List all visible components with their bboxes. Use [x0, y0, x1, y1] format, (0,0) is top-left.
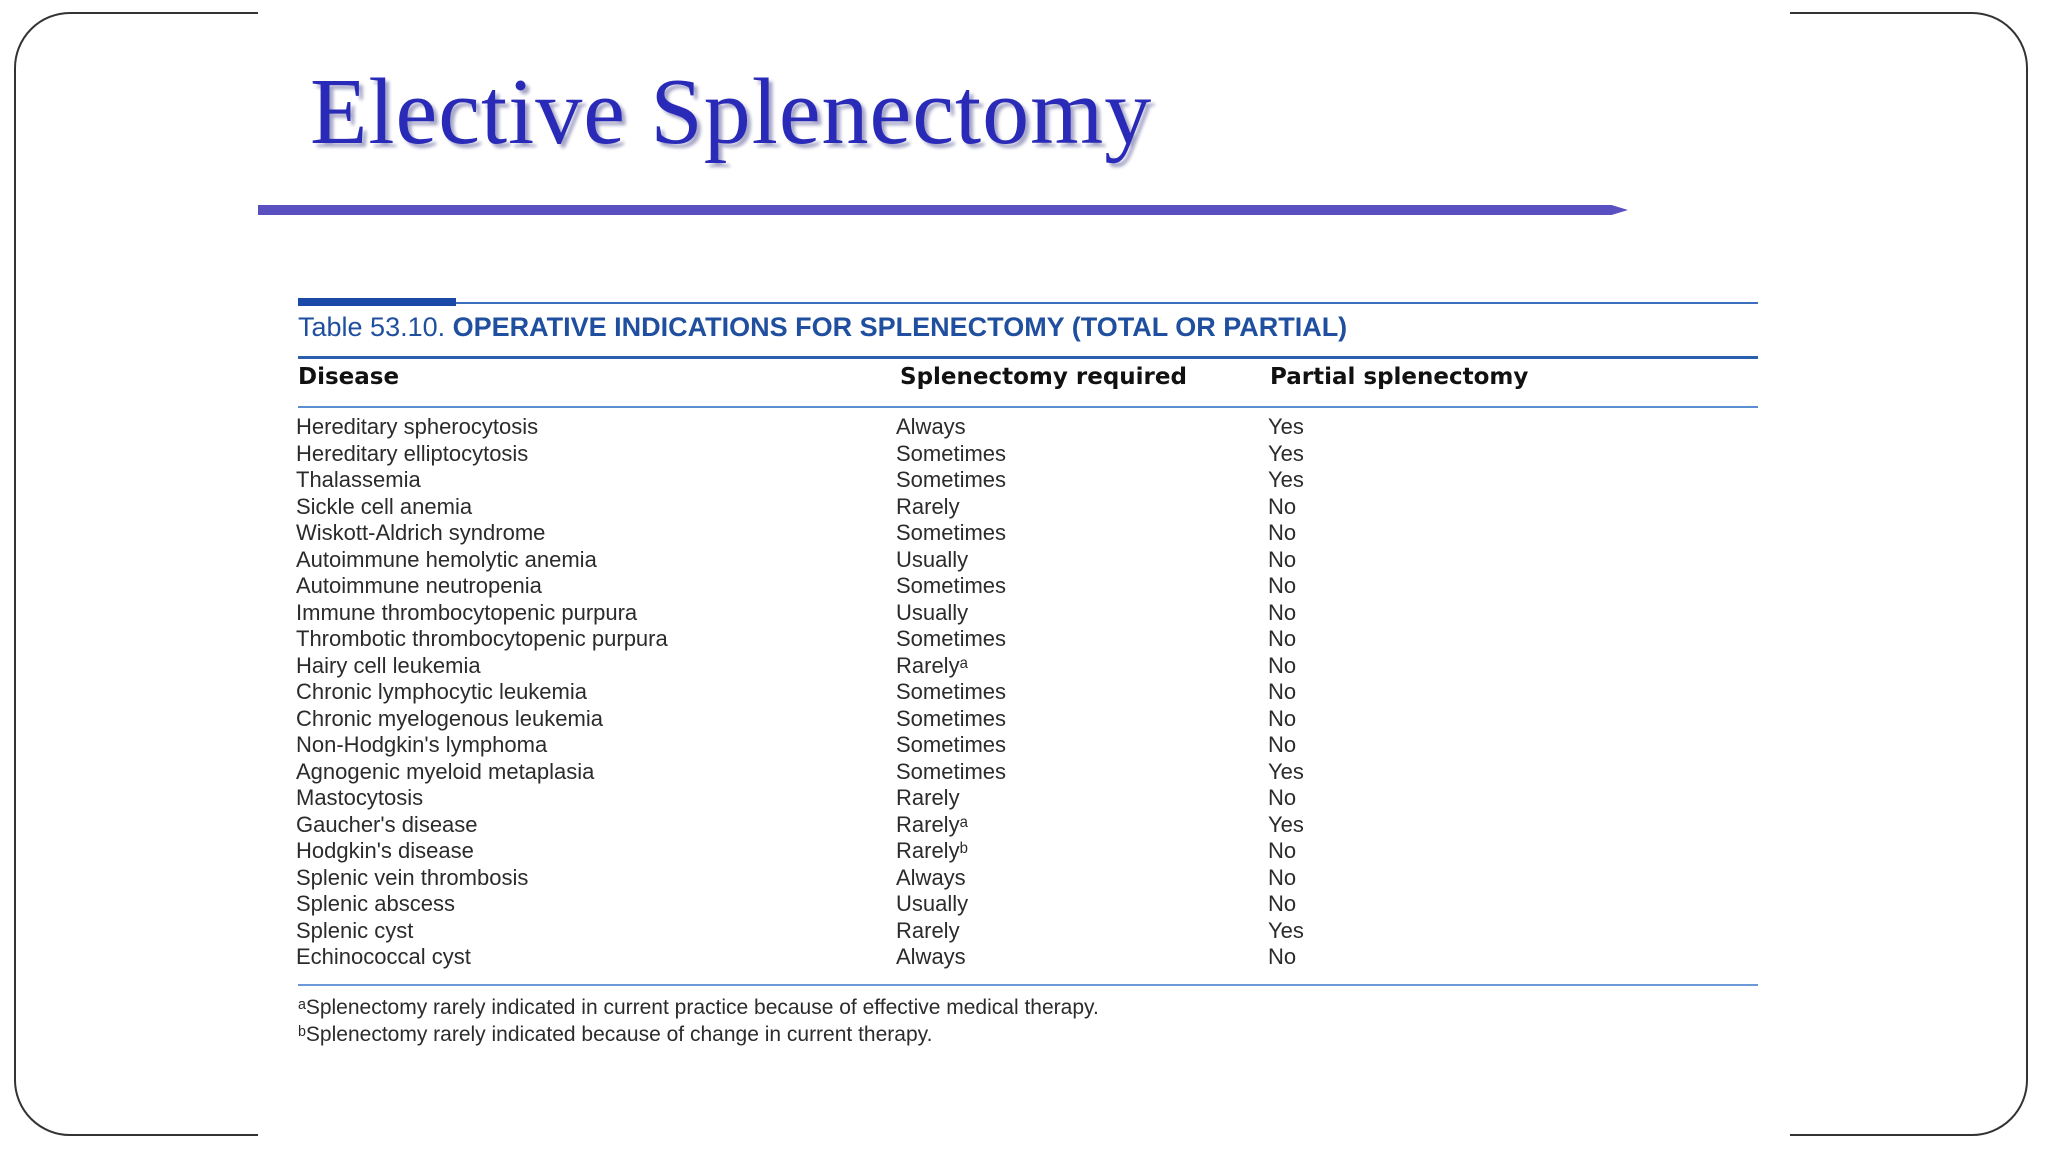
footnotes	[298, 994, 1099, 1048]
cell-partial-splenectomy: No	[1268, 891, 1297, 916]
table-panel	[292, 296, 1758, 1058]
table-row	[292, 891, 1758, 918]
cell-splenectomy-required: Always	[896, 414, 966, 439]
cell-splenectomy-required: Always	[896, 944, 966, 969]
cell-partial-splenectomy: Yes	[1268, 414, 1304, 439]
cell-splenectomy-required: Rarelyᵇ	[896, 838, 968, 863]
cell-partial-splenectomy: No	[1268, 520, 1297, 545]
cell-disease: Autoimmune hemolytic anemia	[296, 546, 597, 572]
table-row	[292, 626, 1758, 653]
cell-disease: Hairy cell leukemia	[296, 652, 481, 678]
cell-disease: Thrombotic thrombocytopenic purpura	[296, 626, 668, 651]
table-top-rule	[298, 302, 1758, 304]
cell-splenectomy-required: Sometimes	[896, 626, 1007, 651]
table-bottom-rule	[298, 984, 1758, 986]
cell-partial-splenectomy: Yes	[1268, 917, 1304, 943]
table-row	[292, 865, 1758, 892]
cell-splenectomy-required: Sometimes	[896, 467, 1007, 492]
table-row	[292, 944, 1758, 971]
cell-partial-splenectomy: No	[1268, 573, 1297, 598]
table-title: OPERATIVE INDICATIONS FOR SPLENECTOMY (TOTAL OR PARTIAL)	[452, 312, 1348, 342]
cell-splenectomy-required: Sometimes	[896, 520, 1007, 545]
column-header-splenectomy-required: Splenectomy required	[900, 364, 1187, 390]
table-row	[292, 573, 1758, 600]
cell-disease: Chronic myelogenous leukemia	[296, 705, 603, 731]
cell-partial-splenectomy: Yes	[1268, 758, 1304, 784]
table-row	[292, 812, 1758, 839]
cell-partial-splenectomy: Yes	[1268, 440, 1304, 466]
cell-splenectomy-required: Usually	[896, 599, 969, 625]
cell-disease: Hereditary spherocytosis	[296, 414, 539, 439]
table-row	[292, 785, 1758, 812]
table-row	[292, 414, 1758, 441]
cell-partial-splenectomy: No	[1268, 493, 1297, 519]
cell-disease: Autoimmune neutropenia	[296, 573, 542, 598]
cell-disease: Splenic vein thrombosis	[296, 864, 529, 890]
cell-partial-splenectomy: Yes	[1268, 811, 1304, 837]
table-row	[292, 759, 1758, 786]
table-row	[292, 441, 1758, 468]
cell-partial-splenectomy: No	[1268, 864, 1297, 890]
table-caption	[298, 312, 1347, 343]
table-body	[292, 414, 1758, 971]
cell-splenectomy-required: Rarelyᵃ	[896, 811, 968, 837]
cell-partial-splenectomy: No	[1268, 785, 1297, 810]
cell-disease: Echinococcal cyst	[296, 944, 471, 969]
cell-disease: Non-Hodgkin's lymphoma	[296, 732, 548, 757]
cell-splenectomy-required: Sometimes	[896, 573, 1007, 598]
cell-partial-splenectomy: No	[1268, 652, 1297, 678]
column-header-disease: Disease	[298, 364, 400, 390]
table-row	[292, 467, 1758, 494]
table-row	[292, 706, 1758, 733]
frame-gap-top	[258, 0, 1790, 22]
table-row	[292, 494, 1758, 521]
cell-splenectomy-required: Always	[896, 864, 966, 890]
table-row	[292, 918, 1758, 945]
footnote-b: ᵇSplenectomy rarely indicated because of change in current therapy.	[298, 1023, 933, 1046]
cell-splenectomy-required: Usually	[896, 891, 969, 916]
cell-partial-splenectomy: No	[1268, 944, 1297, 969]
table-row	[292, 838, 1758, 865]
table-number: Table 53.10.	[298, 312, 446, 342]
cell-partial-splenectomy: No	[1268, 626, 1297, 651]
slide-title: Elective Splenectomy	[310, 60, 1153, 164]
cell-partial-splenectomy: No	[1268, 838, 1297, 863]
cell-disease: Gaucher's disease	[296, 811, 478, 837]
cell-splenectomy-required: Rarely	[896, 785, 960, 810]
cell-disease: Hodgkin's disease	[296, 838, 474, 863]
table-row	[292, 653, 1758, 680]
cell-partial-splenectomy: No	[1268, 599, 1297, 625]
footnote-a: ᵃSplenectomy rarely indicated in current practice because of effective medical therapy.	[298, 996, 1099, 1019]
cell-splenectomy-required: Usually	[896, 546, 969, 572]
cell-partial-splenectomy: No	[1268, 705, 1297, 731]
header-rule	[298, 406, 1758, 408]
cell-splenectomy-required: Sometimes	[896, 705, 1007, 731]
cell-disease: Thalassemia	[296, 467, 421, 492]
cell-disease: Sickle cell anemia	[296, 493, 473, 519]
cell-splenectomy-required: Rarelyᵃ	[896, 652, 968, 678]
cell-splenectomy-required: Sometimes	[896, 440, 1007, 466]
cell-splenectomy-required: Sometimes	[896, 758, 1007, 784]
cell-disease: Mastocytosis	[296, 785, 424, 810]
cell-splenectomy-required: Rarely	[896, 917, 960, 943]
cell-partial-splenectomy: No	[1268, 732, 1297, 757]
cell-splenectomy-required: Sometimes	[896, 679, 1007, 704]
table-row	[292, 547, 1758, 574]
title-underline-arrow	[258, 205, 1628, 215]
cell-disease: Immune thrombocytopenic purpura	[296, 599, 638, 625]
table-accent-bar	[298, 298, 456, 306]
table-row	[292, 520, 1758, 547]
cell-splenectomy-required: Sometimes	[896, 732, 1007, 757]
table-row	[292, 679, 1758, 706]
table-row	[292, 600, 1758, 627]
cell-disease: Wiskott-Aldrich syndrome	[296, 520, 546, 545]
cell-partial-splenectomy: No	[1268, 679, 1297, 704]
cell-splenectomy-required: Rarely	[896, 493, 960, 519]
caption-rule	[298, 356, 1758, 359]
column-header-partial-splenectomy: Partial splenectomy	[1270, 364, 1529, 390]
cell-partial-splenectomy: No	[1268, 546, 1297, 572]
cell-disease: Chronic lymphocytic leukemia	[296, 679, 587, 704]
cell-disease: Hereditary elliptocytosis	[296, 440, 529, 466]
cell-disease: Splenic cyst	[296, 917, 414, 943]
table-row	[292, 732, 1758, 759]
frame-gap-bottom	[258, 1128, 1790, 1152]
cell-partial-splenectomy: Yes	[1268, 467, 1304, 492]
cell-disease: Splenic abscess	[296, 891, 455, 916]
cell-disease: Agnogenic myeloid metaplasia	[296, 758, 595, 784]
